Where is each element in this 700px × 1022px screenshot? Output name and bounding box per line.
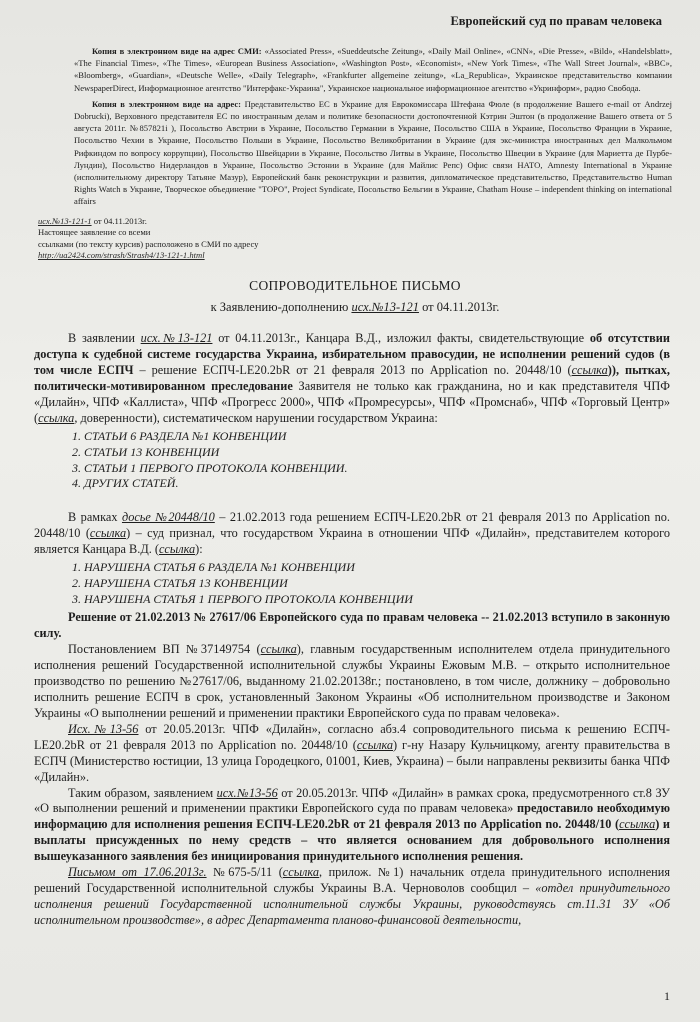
- p5-link-2[interactable]: ссылка: [356, 737, 394, 752]
- paragraph-2: [34, 510, 670, 558]
- ref-link[interactable]: исх.№13-121-1: [38, 215, 92, 226]
- p6-link-2[interactable]: ссылка: [619, 817, 656, 832]
- p1-text-d: Заявителя не только как гражданина, но и как представителя ЧПФ «Дилайн», ЧПФ «Каллиста», ЧПФ «Прогресс 2000», ЧПФ «Промресурсы», ЧПФ «Промснаб», ЧПФ «Торговый Центр» (: [34, 378, 671, 425]
- paragraph-7: [34, 865, 670, 929]
- p6-text-a: Таким образом, заявлением: [68, 785, 217, 800]
- p7-text-a: №675-5/11 (: [206, 865, 283, 880]
- ref-date: от 04.11.2013г.: [91, 215, 147, 226]
- paragraph-1: [34, 331, 670, 427]
- list-item: 3. СТАТЬИ 1 ПЕРВОГО ПРОТОКОЛА КОНВЕНЦИИ.: [72, 460, 348, 475]
- p2-link-1[interactable]: досье №20448/10: [121, 510, 215, 525]
- p7-link-1[interactable]: Письмом от 17.06.2013г.: [68, 865, 207, 880]
- p2-text-b: – 21.02.2013 года решением ЕСПЧ-LE20.2bR от 21 февраля 2013 по Application no. 20448/10 (: [34, 510, 670, 541]
- ref-url-link[interactable]: http://ua2424.com/strash/Strash4/13-121-1.html: [38, 250, 205, 261]
- p5-text-b: ) г-ну Назару Кульчицкому, агенту правительства в ЕСПЧ (Министерство юстиции, 13 улица Городецкого, 01001, Киев, Украина) – были направлены реквизиты банка ЧПФ «Дилайн».: [34, 737, 670, 784]
- list-item: 1. НАРУШЕНА СТАТЬЯ 6 РАЗДЕЛА №1 КОНВЕНЦИИ: [72, 560, 355, 575]
- violations-list-1: [72, 429, 670, 492]
- copy-media-label: Копия в электронном виде на адрес СМИ:: [92, 46, 262, 56]
- p1-text-a: В заявлении: [68, 331, 141, 346]
- p1-text-e: , доверенности), систематическом нарушении государством Украина:: [74, 410, 438, 425]
- ref-line2: Настоящее заявление со всеми: [38, 227, 151, 238]
- list-item: 3. НАРУШЕНА СТАТЬЯ 1 ПЕРВОГО ПРОТОКОЛА КОНВЕНЦИИ: [72, 591, 413, 606]
- copy-official-label: Копия в электронном виде на адрес:: [92, 98, 242, 109]
- letter-subtitle: [34, 300, 676, 315]
- p2-link-3[interactable]: ссылка: [158, 542, 196, 557]
- p7-text-b: , прилож. №1) начальник отдела принудительного исполнения решений Государственной исполнительной службы Украины В.А. Черноволов сообщил –: [34, 865, 670, 896]
- copy-official-text: Представительство ЕС в Украине для Еврокомиссара Штефана Фюле (в продолжение Вашего e-mail от Andrzej Dobrucki), Верховного представителя ЕС по иностранным делам и политике безопасности достопочтенной Кэтрин Эштон (в продолжение Вашего ответа от 5 августа 2011г. №857821i ), Посольство Австрии в Украине, Посольство Германии в Украине, Посольство США в Украине, Посольство Франции в Украине, Посольство Чехии в Украине, Посольство Польши в Украине, Посольство Великобритании в Украине (для экс-министра иностранных дел Малкольмом Рифкиндом по вопросу коррупции), Посольство Швейцарии в Украине, Посольство Литвы в Украине, Посольство Швеции в Украине (для Мариетта де Пурбе-Лундин), Посольство Нидерландов в Украине, Посольство Эстонии в Украине (для Майлис Репс) Офис связи НАТО, Amnesty International в Украине (исполнительному директору Татьяне Мазур), Европейский банк реконструкции и развития, дипломатическое представительство, Представительство Human Rights Watch в Украине, Творческое объединение "ТОРО", Project Syndicate, Посольство Бельгии в Украине, Chatham House – independent thinking on international affairs: [74, 98, 672, 207]
- p7-link-2[interactable]: ссылка: [282, 865, 319, 880]
- paragraph-4: [34, 642, 670, 722]
- paragraph-3: Решение от 21.02.2013 № 27617/06 Европейского суда по правам человека -- 21.02.2013 вступило в законную силу.: [34, 609, 670, 640]
- list-item: 1. СТАТЬИ 6 РАЗДЕЛА №1 КОНВЕНЦИИ: [72, 428, 287, 443]
- ref-line3: ссылками (по тексту курсив) расположено в СМИ по адресу: [38, 238, 259, 249]
- page-number: 1: [664, 989, 670, 1003]
- list-item: 2. НАРУШЕНА СТАТЬЯ 13 КОНВЕНЦИИ: [72, 576, 288, 591]
- p2-text-c: ) – суд признал, что государством Украина в отношении ЧПФ «Дилайн», представителем которого является Канцара В.Д. (: [34, 526, 671, 557]
- subtitle-link[interactable]: исх.№13-121: [351, 300, 419, 315]
- paragraph-6: [34, 786, 670, 866]
- reference-block: [38, 216, 676, 262]
- p2-text-d: ):: [195, 542, 203, 557]
- violations-list-2: [72, 560, 670, 607]
- p1-bold-1: об отсутствии доступа к судебной системе государства Украина, избирательном правосудии, не исполнении решений судов (в том числе ЕСПЧ: [34, 331, 670, 377]
- p7-italic-quote: «отдел принудительного исполнения решений Государственной исполнительной службы Украины, руководствуясь ст.11.31 ЗУ «Об исполнительном производстве», в адрес Департамента планово-финансовой деятельности,: [34, 881, 670, 928]
- p1-text-c: – решение ЕСПЧ-LE20.2bR от 21 февраля 2013 по Application no. 20448/10 (: [133, 362, 572, 377]
- p1-link-1[interactable]: исх.№13-121: [140, 331, 213, 346]
- p6-bold-1: предоставило необходимую информацию для исполнения решения ЕСПЧ-LE20.2bR от 21 февраля 2013 по Application no. 20448/10 (: [34, 801, 670, 832]
- p1-link-2[interactable]: ссылка: [571, 362, 608, 377]
- court-header: Европейский суд по правам человека: [450, 14, 662, 28]
- p5-link-1[interactable]: Исх.№13-56: [68, 721, 139, 736]
- p1-link-3[interactable]: ссылка: [38, 410, 75, 425]
- letter-body: [34, 331, 670, 929]
- letter-title: СОПРОВОДИТЕЛЬНОЕ ПИСЬМО: [249, 278, 461, 294]
- copy-media-text: «Associated Press», «Sueddeutsche Zeitung», «Daily Mail Online», «CNN», «Die Presse», «Bild», «Handelsblatt», «The Financial Times», «The Times», «European Business Association», «Washington Post», «Economist», «New York Times», «The Wall Street Journal», «BBC», «Bloomberg», «Guardian», «Deutsche Welle», «Daily Telegraph», «Frankfurter allgemeine zeitung», «La_Republica», Украинское представительство компании NewspaperDirect, Информационное агентство "Интерфакс-Украина", Украинское национальное информационное агентство «Укринформ», радио Свобода.: [74, 46, 673, 93]
- list-item: 2. СТАТЬИ 13 КОНВЕНЦИИ: [72, 444, 220, 459]
- p1-bold-2: )), пытках, политически-мотивированном преследование: [34, 362, 670, 393]
- p5-text-a: от 20.05.2013г. ЧПФ «Дилайн», согласно абз.4 сопроводительного письма к решению ЕСПЧ-LE20.2bR от 21 февраля 2013 по Application no. 20448/10 (: [34, 721, 670, 752]
- p1-text-b: от 04.11.2013г., Канцара В.Д., изложил факты, свидетельствующие: [212, 331, 590, 346]
- p6-link-1[interactable]: исх.№13-56: [216, 785, 278, 800]
- paragraph-5: [34, 722, 670, 786]
- p4-text-a: Постановлением ВП №37149754 (: [68, 641, 261, 656]
- p4-text-b: ), главным государственным исполнителем отдела принудительного исполнения решений Государственной исполнительной службы Украины Ежовым М.В. – открыто исполнительное производство по решению №27617/06, выданному 21.02.20138г.; постановлено, в том числе, должнику – добровольно исполнить решение ЕСПЧ в срок, установленный Законом Украины «Об исполнительном производстве и Законом Украины «О выполнении решений и применении практики Европейского суда по правам человека».: [34, 641, 670, 720]
- p4-link-1[interactable]: ссылка: [260, 641, 297, 656]
- subtitle-pre: к Заявлению-дополнению: [210, 300, 352, 315]
- subtitle-post: от 04.11.2013г.: [418, 300, 500, 315]
- p2-text-a: В рамках: [68, 510, 122, 525]
- copy-official-block: [74, 98, 672, 208]
- p6-bold-2: ) и выплаты присужденных по нему средств – что является основанием для добровольного исполнения вышеуказанного заявления без инициирования принудительного исполнения решения.: [34, 817, 670, 864]
- list-item: 4. ДРУГИХ СТАТЕЙ.: [72, 476, 179, 491]
- p2-link-2[interactable]: ссылка: [89, 526, 127, 541]
- copy-media-block: [74, 45, 672, 94]
- p6-text-b: от 20.05.2013г. ЧПФ «Дилайн» в рамках срока, предусмотренного ст.8 ЗУ «О выполнении решений и применении практики Европейского суда по правам человека»: [34, 785, 670, 816]
